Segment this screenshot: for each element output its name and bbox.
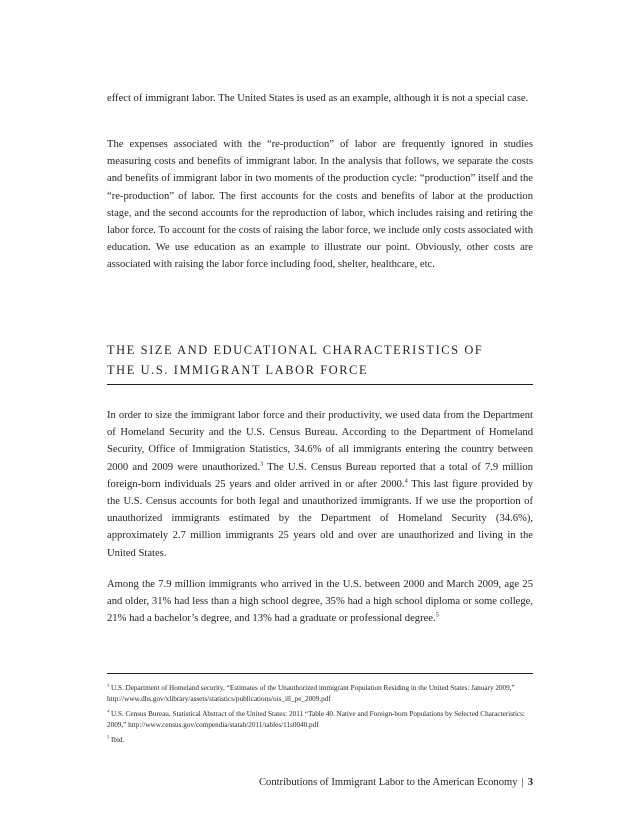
footnote-text: Ibid. <box>110 736 125 744</box>
paragraph-text: Among the 7.9 million immigrants who arrived in the U.S. between 2000 and March 2009, age 25 and older, 31% had less than a high school degree, 35% had a high school diploma or some college, 21% had a bachelor’s degree, and 13% had a graduate or professional degree. <box>107 579 533 625</box>
footnote-reference: 5 <box>435 611 439 619</box>
paragraph-text: The U.S. Census Bureau reported that a total of 7.9 million foreign-born individuals 25 years and older arrived in or after 2000. <box>107 461 533 490</box>
footnote-number: 5 <box>107 734 110 740</box>
section-heading <box>107 340 533 380</box>
footnote-separator-rule <box>107 673 533 674</box>
body-paragraph <box>107 576 533 628</box>
heading-underline-rule <box>107 384 533 385</box>
footnote-number: 4 <box>107 708 110 714</box>
footnote-text: U.S. Census Bureau, Statistical Abstract of the United States: 2011 “Table 40. Native and Foreign-born Populations by Selected Characteristics: 2009,” http://www.census.gov/compendia/statab/2011/tables/11s0040.pdf <box>107 710 525 730</box>
paragraph-text: This last figure provided by the U.S. Census accounts for both legal and unauthorized immigrants. If we use the proportion of unauthorized immigrants estimated by the Department of Homeland Security (34.6%), approximately 2.7 million immigrants 25 years old and over are unauthorized and living in the United States. <box>107 478 533 559</box>
footer-separator: | <box>521 777 524 788</box>
body-paragraph: The expenses associated with the “re-production” of labor are frequently ignored in studies measuring costs and benefits of immigrant labor. In the analysis that follows, we separate the costs and benefits of immigrant labor in two moments of the production cycle: “production” itself and the “re-production” of labor. The first accounts for the costs and benefits of labor at the production stage, and the second accounts for the reproduction of labor, which includes raising and retiring the labor force. To account for the costs of raising the labor force, we include only costs associated with education. We use education as an example to illustrate our point. Obviously, other costs are associated with raising the labor force including food, shelter, healthcare, etc. <box>107 139 533 271</box>
page-footer <box>259 776 533 790</box>
footnote-text: U.S. Department of Homeland security, “Estimates of the Unauthorized immigrant Population Residing in the United States: January 2009,” http://www.dhs.gov/xlibrary/assets/statistics/publications/ois_ill_pe_2009.pdf <box>107 684 515 704</box>
footnote-number: 3 <box>107 682 110 688</box>
footer-title: Contributions of Immigrant Labor to the American Economy <box>258 777 518 788</box>
footnote-reference: 4 <box>404 477 408 485</box>
paragraph-text: In order to size the immigrant labor force and their productivity, we used data from the Department of Homeland Security and the U.S. Census Bureau. According to the Department of Homeland Security, Office of Immigration Statistics, 34.6% of all immigrants entering the country between 2000 and 2009 were unauthorized. <box>107 410 533 473</box>
body-paragraph <box>107 407 533 562</box>
body-paragraph: effect of immigrant labor. The United States is used as an example, although it is not a special case. <box>107 93 529 104</box>
footnote-reference: 3 <box>259 460 264 468</box>
footnote <box>107 683 533 706</box>
footnote <box>107 735 533 746</box>
page-number: 3 <box>527 777 533 788</box>
footnote <box>107 709 533 732</box>
section-heading-line1: THE SIZE AND EDUCATIONAL CHARACTERISTICS OF <box>107 343 484 357</box>
section-heading-line2: THE U.S. IMMIGRANT LABOR FORCE <box>107 363 369 377</box>
